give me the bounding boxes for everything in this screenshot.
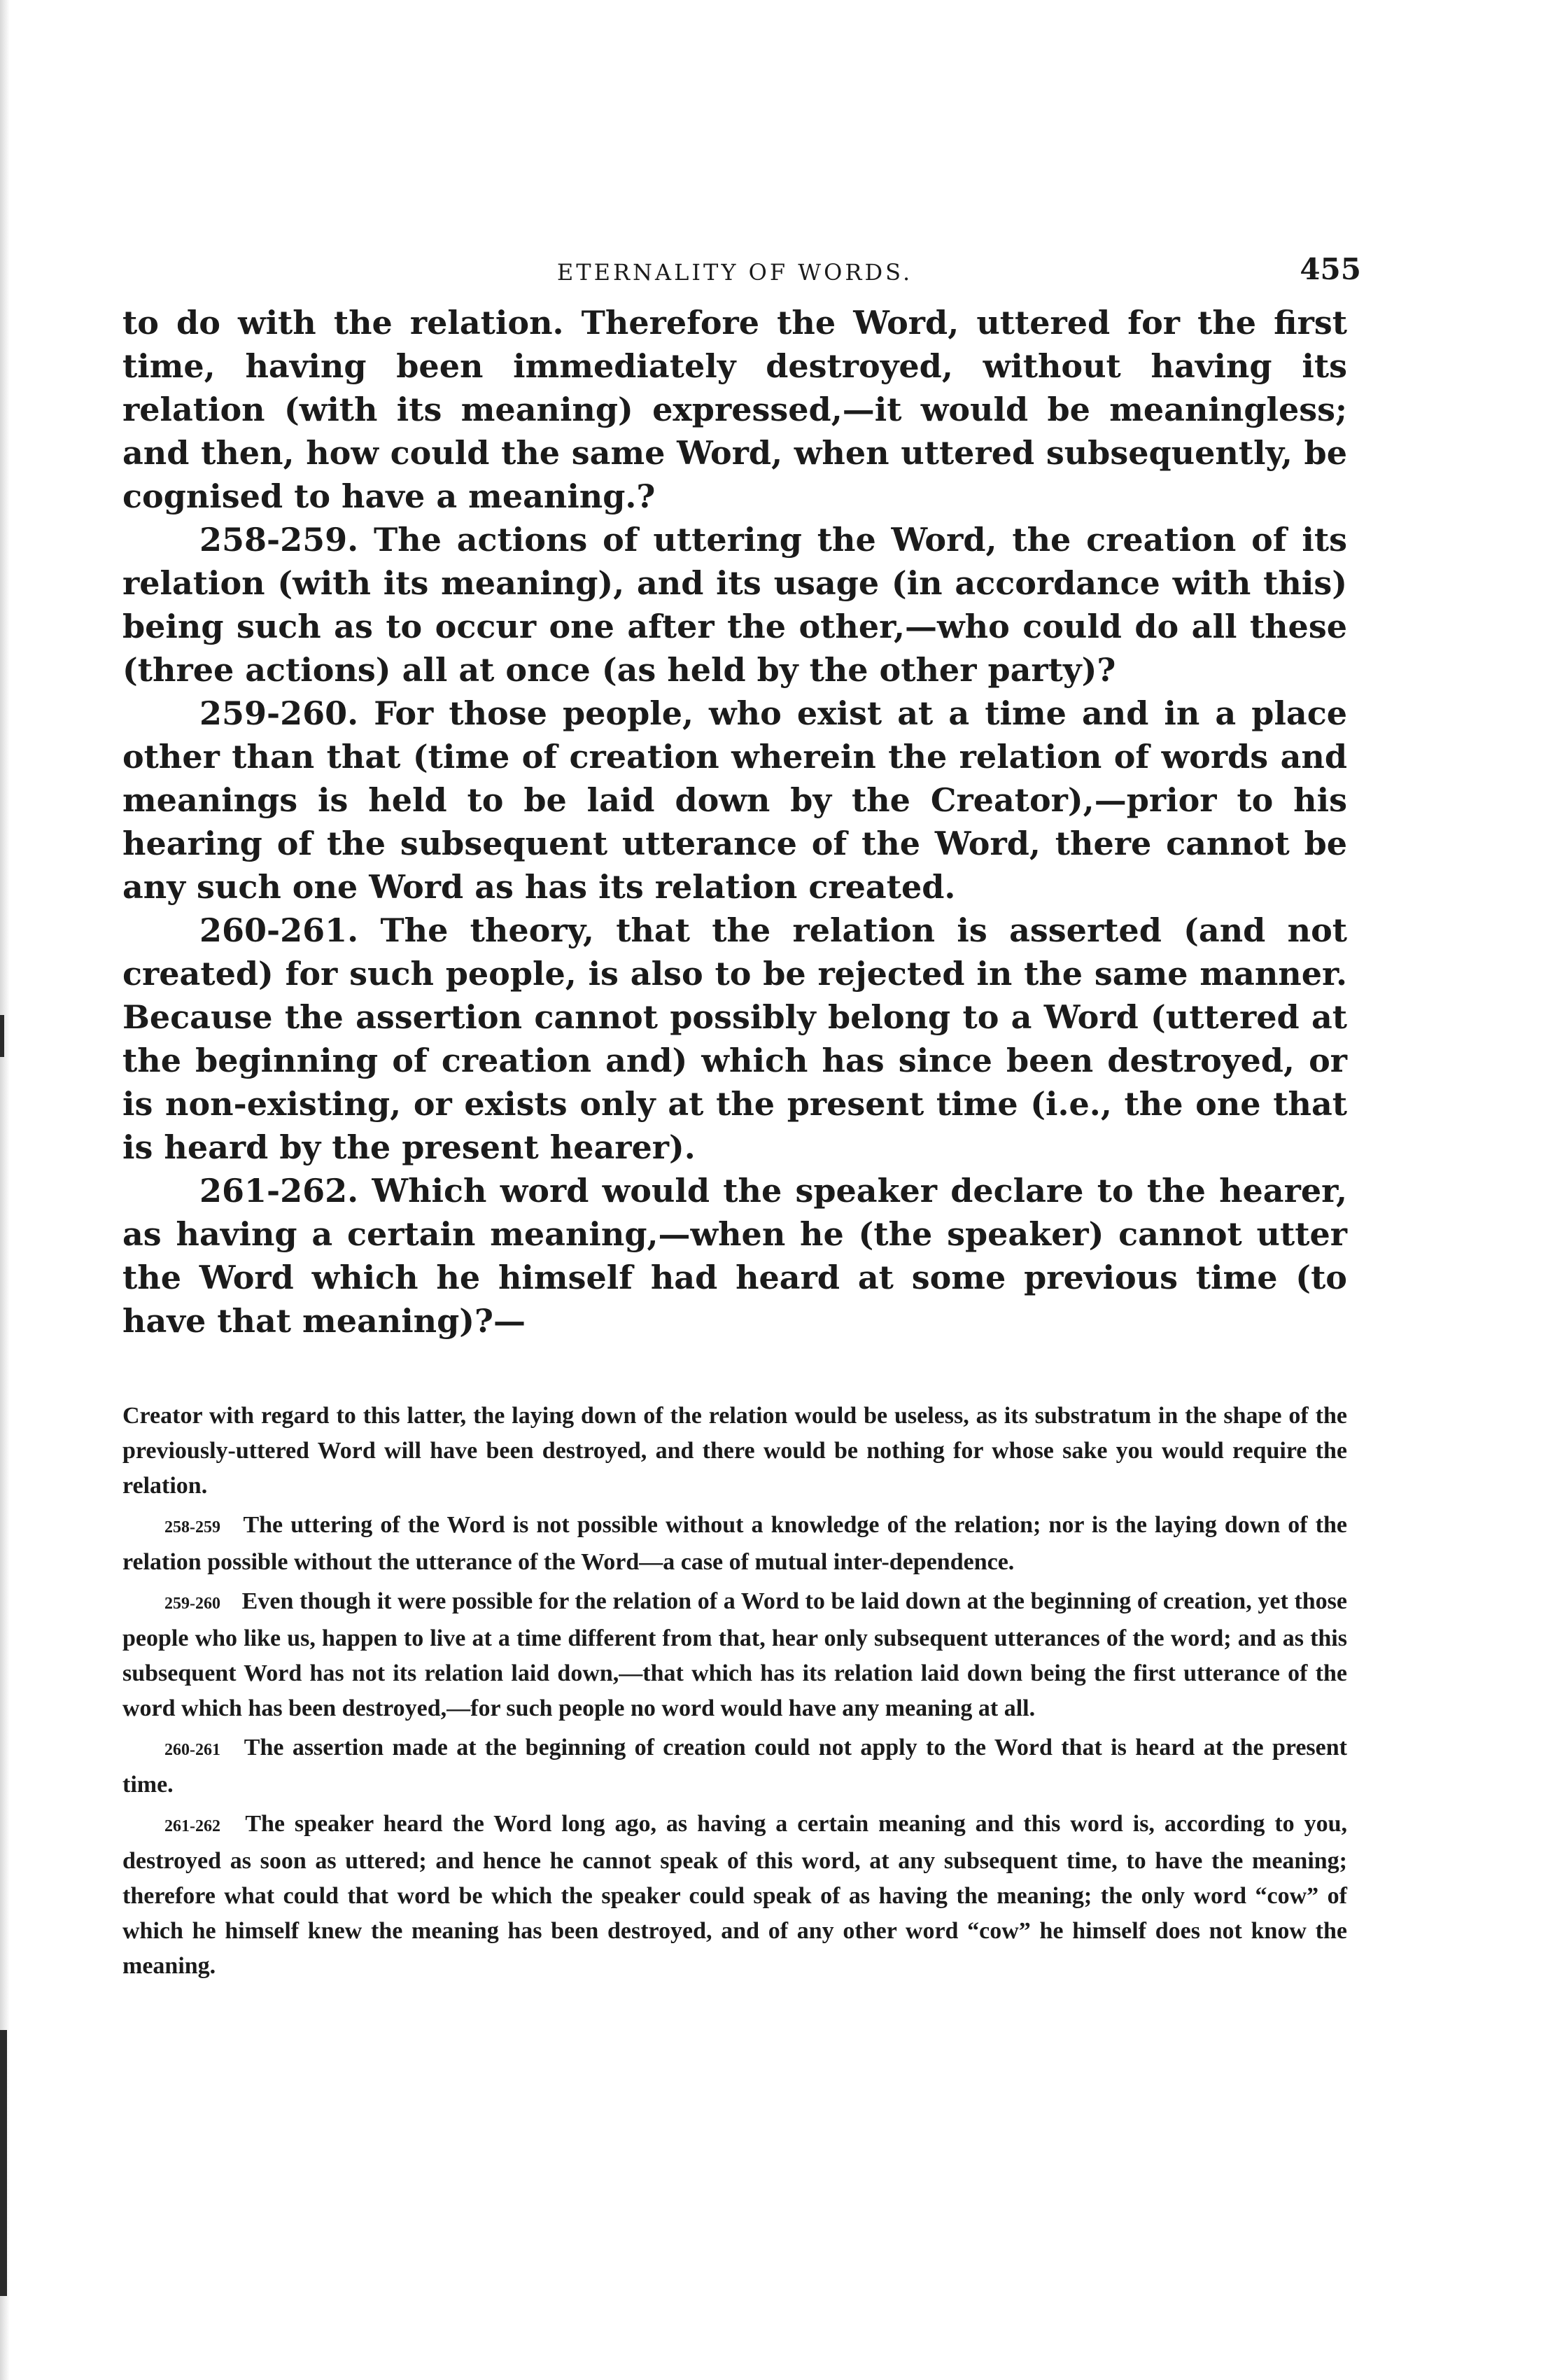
footnote-ref: 259-260 [164,1595,220,1613]
paragraph [122,518,1347,692]
main-text [122,301,1347,1343]
footnote-text: The assertion made at the beginning of creation could not apply to the Word that is heard at the present time. [122,1735,1347,1798]
paragraph [122,301,1347,518]
verse-number: 261-262. [199,1172,359,1210]
footnote [122,1807,1347,1984]
verse-number: 259-260. [199,694,359,732]
page-number: 455 [1300,252,1361,286]
paragraph-text: The theory, that the relation is asserted (and not created) for such people, is also to be rejected in the same manner. Because the assertion cannot possibly belong to a Word (uttered at the beginning of creation and) which has since been destroyed, or is non-existing, or exists only at the present time (i.e., the one that is heard by the present hearer). [122,911,1347,1166]
footnote [122,1508,1347,1580]
footnote-text: Even though it were possible for the relation of a Word to be laid down at the beginning of creation, yet those people who like us, happen to live at a time different from that, hear only subsequent utterances of the word; and as this subsequent Word has not its relation laid down,—that which has its relation laid down being the first utterance of the word which has been destroyed,—for such people no word would have any meaning at all. [122,1588,1348,1721]
running-head [122,252,1361,301]
footnote [122,1399,1347,1504]
footnote-text: The speaker heard the Word long ago, as having a certain meaning and this word is, according to you, destroyed as soon as uttered; and hence he cannot speak of this word, at any subsequent time, to have the meaning; therefore what could that word be which the speaker could speak of as having the meaning; the only word “cow” of which he himself knew the meaning has been destroyed, and of any other word “cow” he himself does not know the meaning. [122,1811,1347,1979]
footnote-ref: 261-262 [164,1817,220,1835]
footnote [122,1730,1347,1802]
footnote-ref: 260-261 [164,1741,220,1759]
paragraph [122,1169,1347,1343]
binding-edge [0,0,10,2380]
paragraph [122,909,1347,1169]
paragraph-text: Which word would the speaker declare to the hearer, as having a certain meaning,—when he (the speaker) cannot utter the Word which he himself had heard at some previous time (to have that meaning)?— [122,1172,1348,1340]
paragraph-text: For those people, who exist at a time and in a place other than that (time of creation wherein the relation of words and meanings is held to be laid down by the Creator),—prior to his hearing of the subsequent utterance of the Word, there cannot be any such one Word as has its relation created. [122,694,1347,906]
footnote-text: Creator with regard to this latter, the laying down of the relation would be useless, as its substratum in the shape of the previously-uttered Word will have been destroyed, and there would be nothing for whose sake you would require the relation. [122,1403,1347,1499]
verse-number: 258-259. [199,521,359,559]
header-title: ETERNALITY OF WORDS. [556,259,913,286]
binding-mark [0,2030,7,2296]
paragraph-text: The actions of uttering the Word, the creation of its relation (with its meaning), and its usage (in accordance with this) being such as to occur one after the other,—who could do all these (three actions) all at once (as held by the other party)? [122,521,1348,689]
footnote-ref: 258-259 [164,1518,220,1536]
footnote [122,1584,1347,1726]
binding-mark [0,1015,4,1057]
footnote-text: The uttering of the Word is not possible without a knowledge of the relation; nor is the laying down of the relation possible without the utterance of the Word—a case of mutual inter-dependence. [122,1512,1347,1575]
page [122,252,1361,1988]
verse-number: 260-261. [199,911,359,949]
footnotes [122,1399,1347,1984]
paragraph-text: to do with the relation. Therefore the Word, uttered for the first time, having been immediately destroyed, without having its relation (with its meaning) expressed,—it would be meaningless; and then, how could the same Word, when uttered subsequently, be cognised to have a meaning.? [122,304,1347,515]
paragraph [122,692,1347,909]
